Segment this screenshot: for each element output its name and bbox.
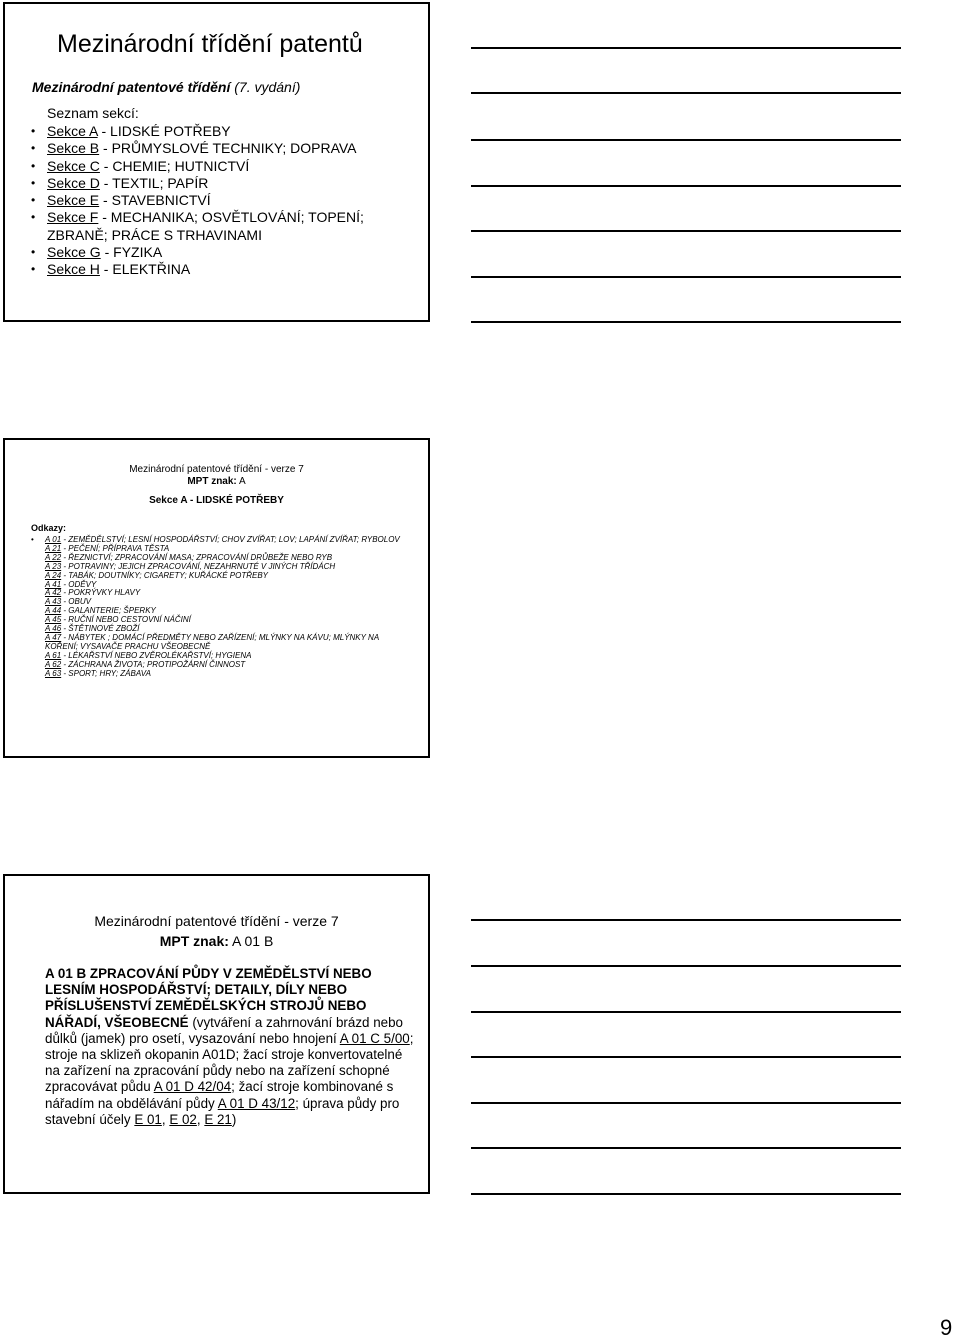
notes-line	[471, 230, 901, 232]
references-list	[31, 536, 411, 679]
class-link[interactable]: A 61	[45, 650, 62, 660]
section-link[interactable]: Sekce H	[47, 261, 100, 278]
class-link[interactable]: E 01	[134, 1111, 162, 1127]
notes-line	[471, 321, 901, 323]
class-link[interactable]: A 62	[45, 659, 62, 669]
list-item: • Sekce A - LIDSKÉ POTŘEBY	[31, 123, 421, 140]
list-item: A 44 - GALANTERIE; ŠPERKY	[45, 606, 156, 616]
notes-line	[471, 919, 901, 921]
list-item: A 24 - TABÁK; DOUTNÍKY; CIGARETY; KUŘÁCKÉ POTŘEBY	[45, 570, 269, 580]
list-item: A 45 - RUČNÍ NEBO CESTOVNÍ NÁČINÍ	[45, 615, 191, 625]
class-link[interactable]: A 21	[45, 543, 62, 553]
notes-line	[471, 1102, 901, 1104]
subtitle-bold: Mezinárodní patentové třídění	[32, 79, 231, 95]
class-link[interactable]: A 01 D 43/12	[217, 1095, 296, 1111]
section-link[interactable]: Sekce G	[47, 244, 101, 261]
section-link[interactable]: Sekce A	[47, 123, 98, 139]
list-item: A 47 - NÁBYTEK ; DOMÁCÍ PŘEDMĚTY NEBO ZAŘÍZENÍ; MLÝNKY NA KÁVU; MLÝNKY NA KOŘENÍ; VYSAVAČE PRACHU VŠEOBECNĚ	[45, 632, 379, 651]
class-link[interactable]: E 21	[204, 1111, 232, 1127]
slide-3-mpt-code: MPT znak: A 01 B	[159, 933, 274, 949]
section-link[interactable]: Sekce F	[47, 209, 99, 226]
list-item: • Sekce C - CHEMIE; HUTNICTVÍ	[31, 158, 421, 175]
notes-line	[471, 276, 901, 278]
list-item: A 41 - ODĚVY	[45, 579, 97, 589]
list-item: • Sekce H - ELEKTŘINA	[31, 261, 421, 278]
notes-line	[471, 185, 901, 187]
class-link[interactable]: A 01 C 5/00	[339, 1030, 410, 1046]
notes-line	[471, 47, 901, 49]
slide-3	[3, 874, 430, 1194]
slide-1-title: Mezinárodní třídění patentů	[57, 30, 363, 58]
class-link[interactable]: A 63	[45, 668, 62, 678]
slide-1	[3, 2, 430, 322]
slide-2-heading: Mezinárodní patentové třídění - verze 7	[129, 464, 304, 475]
slide-2-mpt-code: MPT znak: A	[187, 476, 246, 487]
notes-line	[471, 1011, 901, 1013]
class-link[interactable]: A 41	[45, 579, 62, 589]
list-item: A 22 - ŘEZNICTVÍ; ZPRACOVÁNÍ MASA; ZPRACOVÁNÍ DRŮBEŽE NEBO RYB	[45, 552, 333, 562]
list-item: • Sekce D - TEXTIL; PAPÍR	[31, 175, 421, 192]
slide-1-subtitle	[32, 79, 300, 95]
section-link[interactable]: Sekce B	[47, 140, 100, 157]
slide-2-section-title: Sekce A - LIDSKÉ POTŘEBY	[149, 495, 284, 506]
section-list	[31, 123, 421, 279]
class-link[interactable]: A 47	[45, 632, 62, 642]
notes-line	[471, 92, 901, 94]
class-link[interactable]: A 01	[45, 535, 62, 544]
notes-line	[471, 1193, 901, 1195]
class-link[interactable]: E 02	[169, 1111, 197, 1127]
notes-line	[471, 139, 901, 141]
subtitle-edition: (7. vydání)	[230, 79, 301, 95]
list-item: A 63 - SPORT; HRY; ZÁBAVA	[45, 668, 151, 678]
list-item: A 61 - LÉKAŘSTVÍ NEBO ZVĚROLÉKAŘSTVÍ; HYGIENA	[45, 650, 252, 660]
list-item: • Sekce F - MECHANIKA; OSVĚTLOVÁNÍ; TOPENÍ; ZBRANĚ; PRÁCE S TRHAVINAMI	[31, 209, 421, 244]
class-link[interactable]: A 22	[45, 552, 62, 562]
class-link[interactable]: A 24	[45, 570, 62, 580]
list-item: A 46 - ŠTĚTINOVÉ ZBOŽÍ	[45, 624, 140, 634]
section-link[interactable]: Sekce C	[47, 157, 100, 174]
class-title: A 01 B ZPRACOVÁNÍ PŮDY V ZEMĚDĚLSTVÍ NEBO LESNÍM HOSPODÁŘSTVÍ; DETAILY, DÍLY NEBO PŘÍSLUŠENSTVÍ ZEMĚDĚLSKÝCH STROJŮ NEBO NÁŘADÍ, VŠEOBECNÉ	[45, 966, 372, 1030]
list-item: A 43 - OBUV	[45, 597, 91, 607]
list-item: • Sekce E - STAVEBNICTVÍ	[31, 192, 421, 209]
section-link[interactable]: Sekce D	[47, 174, 100, 191]
notes-line	[471, 1056, 901, 1058]
list-item: A 21 - PEČENÍ; PŘÍPRAVA TĚSTA	[45, 543, 170, 553]
class-description: A 01 B ZPRACOVÁNÍ PŮDY V ZEMĚDĚLSTVÍ NEBO LESNÍM HOSPODÁŘSTVÍ; DETAILY, DÍLY NEBO PŘÍSLUŠENSTVÍ ZEMĚDĚLSKÝCH STROJŮ NEBO NÁŘADÍ, VŠEOBECNÉ (vytváření a zahrnování brázd nebo důlků (jamek) pro osetí, vysazování nebo hnojení A 01 C 5/00; stroje na sklizeň okopanin A01D; žací stroje konvertovatelné na zařízení na zpracování půdy nebo na zařízení schopné zpracovávat půdu A 01 D 42/04; žací stroje kombinované s nářadím na obdělávání půdy A 01 D 43/12; úprava půdy pro stavební účely E 01, E 02, E 21)	[45, 966, 414, 1127]
class-link[interactable]: A 45	[45, 615, 62, 625]
list-item: A 23 - POTRAVINY; JEJICH ZPRACOVÁNÍ, NEZAHRNUTÉ V JINÝCH TŘÍDÁCH	[45, 561, 336, 571]
references-heading: Odkazy:	[31, 523, 67, 533]
class-link[interactable]: A 42	[45, 588, 62, 598]
notes-line	[471, 1147, 901, 1149]
class-link[interactable]: A 43	[45, 597, 62, 607]
class-link[interactable]: A 23	[45, 561, 62, 571]
list-item: • Sekce B - PRŮMYSLOVÉ TECHNIKY; DOPRAVA	[31, 140, 421, 157]
class-link[interactable]: A 46	[45, 624, 62, 634]
class-link[interactable]: A 44	[45, 606, 62, 616]
list-item: A 62 - ZÁCHRANA ŽIVOTA; PROTIPOŽÁRNÍ ČINNOST	[45, 659, 246, 669]
list-item: • Sekce G - FYZIKA	[31, 244, 421, 261]
page-number: 9	[940, 1315, 953, 1340]
section-link[interactable]: Sekce E	[47, 192, 100, 209]
section-list-heading: Seznam sekcí:	[47, 105, 139, 121]
class-link[interactable]: A 01 D 42/04	[153, 1079, 232, 1095]
list-item: • A 01 - ZEMĚDĚLSTVÍ; LESNÍ HOSPODÁŘSTVÍ; CHOV ZVÍŘAT; LOV; LAPÁNÍ ZVÍŘAT; RYBOLOV	[31, 536, 411, 545]
slide-3-heading: Mezinárodní patentové třídění - verze 7	[94, 913, 339, 929]
list-item: A 42 - POKRÝVKY HLAVY	[45, 588, 141, 598]
slide-2	[3, 438, 430, 758]
notes-line	[471, 965, 901, 967]
